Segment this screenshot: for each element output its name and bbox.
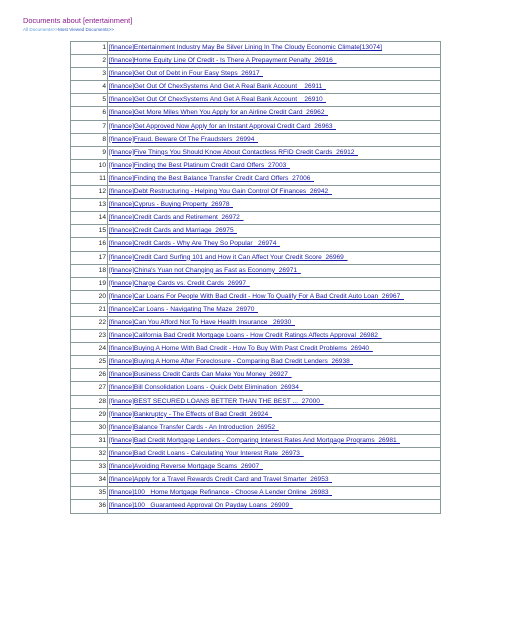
row-number: 31 <box>71 435 108 447</box>
row-number: 26 <box>71 369 108 381</box>
documents-table <box>70 41 441 514</box>
document-link[interactable]: [finance]Get Approved Now Apply for an Instant Approval Credit Card_26963_ <box>109 122 337 130</box>
row-number: 29 <box>71 409 108 421</box>
table-row <box>71 330 440 343</box>
table-row <box>71 134 440 147</box>
row-number: 32 <box>71 448 108 460</box>
table-row <box>71 55 440 68</box>
row-number: 35 <box>71 487 108 499</box>
row-number: 3 <box>71 68 108 80</box>
document-link[interactable]: [finance]Credit Card Surfing 101 and How it Can Affect Your Credit Score_26969_ <box>109 253 348 261</box>
row-number: 33 <box>71 461 108 473</box>
table-row <box>71 500 440 513</box>
table-row <box>71 435 440 448</box>
document-link[interactable]: [finance]Balance Transfer Cards - An Introduction_26952_ <box>109 423 279 431</box>
row-number: 15 <box>71 225 108 237</box>
document-link[interactable]: [finance]Buying A Home With Bad Credit - How To Buy With Past Credit Problems_26940_ <box>109 345 373 353</box>
row-number: 5 <box>71 94 108 106</box>
table-row <box>71 369 440 382</box>
row-number: 16 <box>71 238 108 250</box>
row-number: 9 <box>71 147 108 159</box>
row-number: 4 <box>71 81 108 93</box>
table-row <box>71 212 440 225</box>
table-row <box>71 160 440 173</box>
document-link[interactable]: [finance]Debt Restructuring - Helping You Gain Control Of Finances_26942_ <box>109 188 332 196</box>
document-link[interactable]: [finance]Credit Cards and Marriage_26975_ <box>109 227 238 235</box>
table-row <box>71 94 440 107</box>
breadcrumb <box>23 27 114 32</box>
table-row <box>71 487 440 500</box>
document-link[interactable]: [finance]Finding the Best Platinum Credit Card Offers_27003_ <box>109 161 290 169</box>
row-number: 28 <box>71 396 108 408</box>
table-row <box>71 42 440 55</box>
document-link[interactable]: [finance]Bad Credit Mortgage Lenders - Comparing Interest Rates And Mortgage Programs_26981_ <box>109 436 401 444</box>
row-number: 11 <box>71 173 108 185</box>
document-link[interactable]: [finance]Business Credit Cards Can Make You Money_26927_ <box>109 371 292 379</box>
document-link[interactable]: [finance]Cyprus - Buying Property_26978_ <box>109 201 234 209</box>
document-link[interactable]: [finance]BEST SECURED LOANS BETTER THAN THE BEST ..._27000_ <box>109 397 324 405</box>
document-link[interactable]: [finance]100_ Guaranteed Approval On Payday Loans_26909_ <box>109 502 293 510</box>
document-link[interactable]: [finance]Five Things You Should Know About Contactless RFID Credit Cards_26912_ <box>109 148 359 156</box>
row-number: 18 <box>71 265 108 277</box>
row-number: 22 <box>71 317 108 329</box>
table-row <box>71 107 440 120</box>
table-row <box>71 304 440 317</box>
table-row <box>71 461 440 474</box>
table-row <box>71 121 440 134</box>
row-number: 23 <box>71 330 108 342</box>
table-row <box>71 81 440 94</box>
table-row <box>71 225 440 238</box>
page-title: Documents about [entertainment] <box>23 16 133 25</box>
document-link[interactable]: [finance]Avoiding Reverse Mortgage Scams_26907_ <box>109 463 263 470</box>
row-number: 8 <box>71 134 108 146</box>
row-number: 24 <box>71 343 108 355</box>
document-link[interactable]: [finance]Get Out Of ChexSystems And Get A Real Bank Account__26910_ <box>109 96 327 104</box>
document-link[interactable]: [finance]Charge Cards vs. Credit Cards_26997_ <box>109 279 250 287</box>
breadcrumb-all-documents-link[interactable]: All Documents>> <box>23 27 58 32</box>
document-link[interactable]: [finance]100_ Home Mortgage Refinance - Choose A Lender Online_26983_ <box>109 489 333 497</box>
document-link[interactable]: [finance]Get Out of Debt in Four Easy Steps_26917_ <box>109 70 264 78</box>
breadcrumb-most-viewed-link[interactable]: Most Viewed Documents>> <box>57 27 115 32</box>
row-number: 6 <box>71 107 108 119</box>
row-number: 20 <box>71 291 108 303</box>
document-link[interactable]: [finance]Get Out Of ChexSystems And Get A Real Bank Account__26911_ <box>109 83 326 91</box>
row-number: 10 <box>71 160 108 172</box>
table-row <box>71 199 440 212</box>
row-number: 25 <box>71 356 108 368</box>
document-link[interactable]: [finance]Credit Cards - Why Are They So Popular _26974_ <box>109 240 281 248</box>
document-link[interactable]: [finance]Bankruptcy - The Effects of Bad Credit_26924_ <box>109 410 272 418</box>
table-row <box>71 382 440 395</box>
document-link[interactable]: [finance]China's Yuan not Changing as Fast as Economy_26971_ <box>109 266 301 274</box>
row-number: 27 <box>71 382 108 394</box>
document-link[interactable]: [finance]Credit Cards and Retirement_26972_ <box>109 214 244 222</box>
row-number: 13 <box>71 199 108 211</box>
table-row <box>71 68 440 81</box>
row-number: 2 <box>71 55 108 67</box>
table-row <box>71 396 440 409</box>
table-row <box>71 278 440 291</box>
document-link[interactable]: [finance]Entertainment Industry May Be Silver Lining In The Cloudy Economic Climate[13074] <box>109 44 382 51</box>
table-row <box>71 409 440 422</box>
table-row <box>71 356 440 369</box>
document-link[interactable]: [finance]Bill Consolidation Loans - Quick Debt Elimination_26934_ <box>109 384 303 392</box>
row-number: 1 <box>71 42 108 54</box>
row-number: 36 <box>71 500 108 513</box>
table-row <box>71 252 440 265</box>
table-row <box>71 238 440 251</box>
document-link[interactable]: [finance]California Bad Credit Mortgage Loans - How Credit Ratings Affects Approval_26982_ <box>109 332 382 340</box>
row-number: 21 <box>71 304 108 316</box>
row-number: 19 <box>71 278 108 290</box>
document-link[interactable]: [finance]Bad Credit Loans - Calculating Your Interest Rate_26973_ <box>109 449 304 457</box>
table-row <box>71 291 440 304</box>
table-row <box>71 422 440 435</box>
document-link[interactable]: [finance]Can You Afford Not To Have Health Insurance _26930_ <box>109 318 295 326</box>
table-row <box>71 343 440 356</box>
document-link[interactable]: [finance]Car Loans - Navigating The Maze_26970_ <box>109 305 259 313</box>
table-row <box>71 173 440 186</box>
table-row <box>71 317 440 330</box>
document-link[interactable]: [finance]Car Loans For People With Bad Credit - How To Qualify For A Bad Credit Auto Loan_26967_ <box>109 292 404 300</box>
row-number: 17 <box>71 252 108 264</box>
row-number: 7 <box>71 121 108 133</box>
document-link[interactable]: [finance]Buying A Home After Foreclosure - Comparing Bad Credit Lenders_26938_ <box>109 358 354 366</box>
document-link[interactable]: [finance]Apply for a Travel Rewards Credit Card and Travel Smarter_26953_ <box>109 476 333 484</box>
table-row <box>71 474 440 487</box>
table-row <box>71 265 440 278</box>
table-row <box>71 448 440 461</box>
table-row <box>71 147 440 160</box>
row-number: 34 <box>71 474 108 486</box>
document-link[interactable]: [finance]Finding the Best Balance Transfer Credit Card Offers_27006_ <box>109 174 315 182</box>
document-link[interactable]: [finance]Get More Miles When You Apply for an Airline Credit Card_26962_ <box>109 109 329 117</box>
document-link[interactable]: [finance]Fraud. Beware Of The Fraudsters_26994_ <box>109 135 259 143</box>
table-row <box>71 186 440 199</box>
row-number: 30 <box>71 422 108 434</box>
row-number: 14 <box>71 212 108 224</box>
document-link[interactable]: [finance]Home Equity Line Of Credit - Is There A Prepayment Penalty_26916_ <box>109 57 337 65</box>
row-number: 12 <box>71 186 108 198</box>
